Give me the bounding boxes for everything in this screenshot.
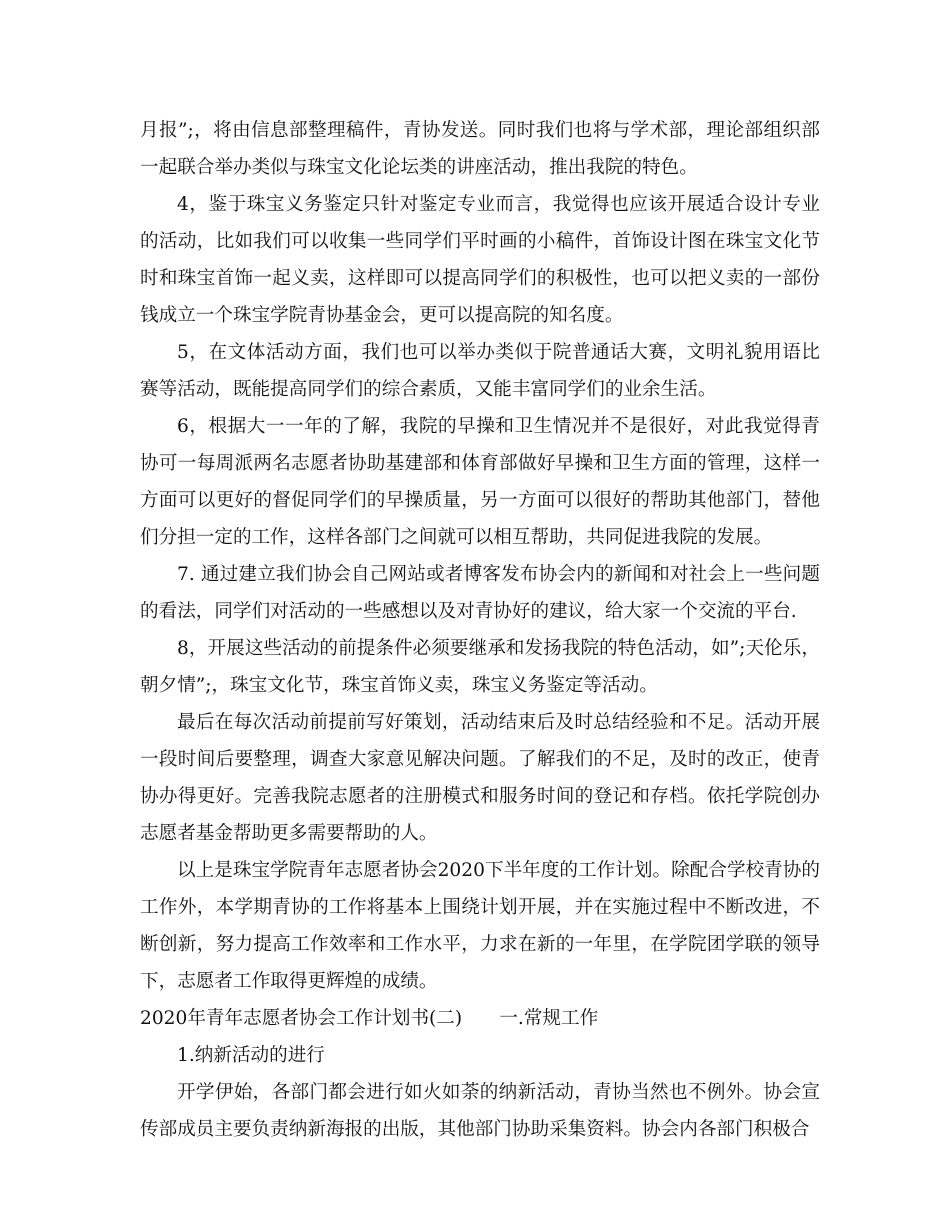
subsection-heading: 1.纳新活动的进行 [177, 1045, 325, 1066]
section-heading: 2020年青年志愿者协会工作计划书(二) 一.常规工作 [140, 1008, 599, 1029]
paragraph-item-5: 5，在文体活动方面，我们也可以举办类似于院普通话大赛，文明礼貌用语比赛等活动，既能提高同学们的综合素质，又能丰富同学们的业余生活。 [140, 342, 820, 400]
paragraph-closing: 最后在每次活动前提前写好策划，活动结束后及时总结经验和不足。活动开展一段时间后要整理，调查大家意见解决问题。了解我们的不足，及时的改正，使青协办得更好。完善我院志愿者的注册模式和服务时间的登记和存档。依托学院创办志愿者基金帮助更多需要帮助的人。 [140, 712, 820, 844]
paragraph-item-6: 6，根据大一一年的了解，我院的早操和卫生情况并不是很好，对此我觉得青协可一每周派两名志愿者协助基建部和体育部做好早操和卫生方面的管理，这样一方面可以更好的督促同学们的早操质量，另一方面可以很好的帮助其他部门，替他们分担一定的工作，这样各部门之间就可以相互帮助，共同促进我院的发展。 [140, 416, 820, 548]
paragraph-continuation: 月报”;，将由信息部整理稿件，青协发送。同时我们也将与学术部，理论部组织部一起联合举办类似与珠宝文化论坛类的讲座活动，推出我院的特色。 [140, 120, 820, 178]
document-body [140, 112, 820, 1148]
paragraph-recruitment: 开学伊始，各部门都会进行如火如荼的纳新活动，青协当然也不例外。协会宣传部成员主要负责纳新海报的出版，其他部门协助采集资料。协会内各部门积极合 [140, 1082, 820, 1140]
paragraph-summary: 以上是珠宝学院青年志愿者协会2020下半年度的工作计划。除配合学校青协的工作外，本学期青协的工作将基本上围绕计划开展，并在实施过程中不断改进，不断创新，努力提高工作效率和工作水平，力求在新的一年里，在学院团学联的领导下，志愿者工作取得更辉煌的成绩。 [140, 860, 820, 992]
paragraph-item-7: 7. 通过建立我们协会自己网站或者博客发布协会内的新闻和对社会上一些问题的看法，同学们对活动的一些感想以及对青协好的建议，给大家一个交流的平台. [140, 564, 820, 622]
paragraph-item-4: 4，鉴于珠宝义务鉴定只针对鉴定专业而言，我觉得也应该开展适合设计专业的活动，比如我们可以收集一些同学们平时画的小稿件，首饰设计图在珠宝文化节时和珠宝首饰一起义卖，这样即可以提高同学们的积极性，也可以把义卖的一部份钱成立一个珠宝学院青协基金会，更可以提高院的知名度。 [140, 194, 820, 326]
paragraph-item-8: 8，开展这些活动的前提条件必须要继承和发扬我院的特色活动，如”;天伦乐，朝夕情”;，珠宝文化节，珠宝首饰义卖，珠宝义务鉴定等活动。 [140, 638, 820, 696]
